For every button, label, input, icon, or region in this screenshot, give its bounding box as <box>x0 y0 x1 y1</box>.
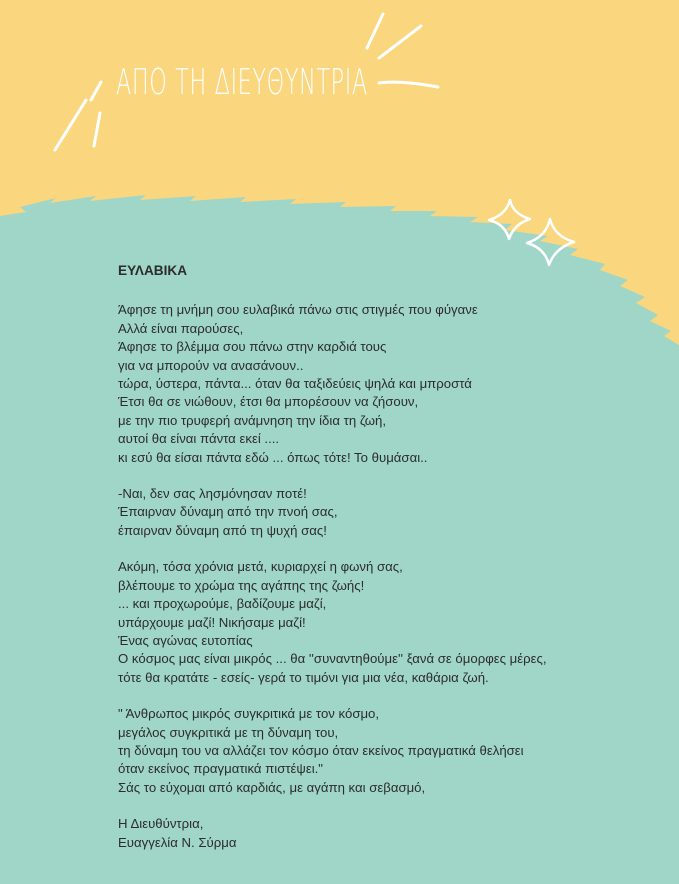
poem-line: μεγάλος συγκριτικά με τη δύναμη του, <box>118 724 339 740</box>
poem-line: τη δύναμη του να αλλάζει τον κόσμο όταν εκείνος πραγματικά θελήσει <box>118 742 524 758</box>
signature-name: Ευαγγελία Ν. Σύρμα <box>118 834 237 850</box>
poem-line: -Ναι, δεν σας λησμόνησαν ποτέ! <box>118 486 307 502</box>
poem-line: Άφησε τη μνήμη σου ευλαβικά πάνω στις στιγμές που φύγανε <box>118 302 478 318</box>
poem-line: με την πιο τρυφερή ανάμνηση την ίδια τη ζωή, <box>118 412 387 428</box>
letter-heading: ΕΥΛΑΒΙΚΑ <box>118 263 188 278</box>
letter-body <box>118 262 658 852</box>
poem-line: όταν εκείνος πραγματικά πιστέψει." <box>118 761 323 777</box>
poem-line: για να μπορούν να ανασάνουν.. <box>118 357 304 373</box>
poem-line: Σάς το εύχομαι από καρδιάς, με αγάπη και σεβασμό, <box>118 779 426 795</box>
poem-line: έπαιρναν δύναμη από τη ψυχή σας! <box>118 522 327 538</box>
poem-line: τώρα, ύστερα, πάντα... όταν θα ταξιδεύεις ψηλά και μπροστά <box>118 376 472 392</box>
letter-stanzas <box>118 301 658 797</box>
poem-line: Ο κόσμος μας είναι μικρός ... θα ''συναντηθούμε'' ξανά σε όμορφες μέρες, <box>118 651 547 667</box>
poem-line: Ένας αγώνας ευτοπίας <box>118 632 253 648</box>
poem-line: Ακόμη, τόσα χρόνια μετά, κυριαρχεί η φωνή σας, <box>118 559 403 575</box>
poem-line: υπάρχουμε μαζί! Νικήσαμε μαζί! <box>118 614 306 630</box>
poem-line: Έτσι θα σε νιώθουν, έτσι θα μπορέσουν να ζήσουν, <box>118 394 419 410</box>
signature-title: Η Διευθύντρια, <box>118 816 204 832</box>
poem-line: " Άνθρωπος μικρός συγκριτικά με τον κόσμο, <box>118 706 380 722</box>
poem-line: Αλλά είναι παρούσες, <box>118 320 244 336</box>
stanza <box>118 485 658 540</box>
poem-line: Έπαιρναν δύναμη από την πνοή σας, <box>118 504 338 520</box>
poem-line: Άφησε το βλέμμα σου πάνω στην καρδιά τους <box>118 339 387 355</box>
poem-line: αυτοί θα είναι πάντα εκεί .... <box>118 431 280 447</box>
poem-line: βλέπουμε το χρώμα της αγάπης της ζωής! <box>118 577 365 593</box>
poem-line: ... και προχωρούμε, βαδίζουμε μαζί, <box>118 596 327 612</box>
stanza <box>118 301 658 467</box>
stanza <box>118 705 658 797</box>
signature <box>118 815 658 852</box>
stanza <box>118 558 658 687</box>
poem-line: τότε θα κρατάτε - εσείς- γερά το τιμόνι για μια νέα, καθάρια ζωή. <box>118 669 489 685</box>
page-title: ΑΠΟ ΤΗ ΔΙΕΥΘΥΝΤΡΙΑ <box>116 62 368 103</box>
poem-line: κι εσύ θα είσαι πάντα εδώ ... όπως τότε! Το θυμάσαι.. <box>118 449 428 465</box>
